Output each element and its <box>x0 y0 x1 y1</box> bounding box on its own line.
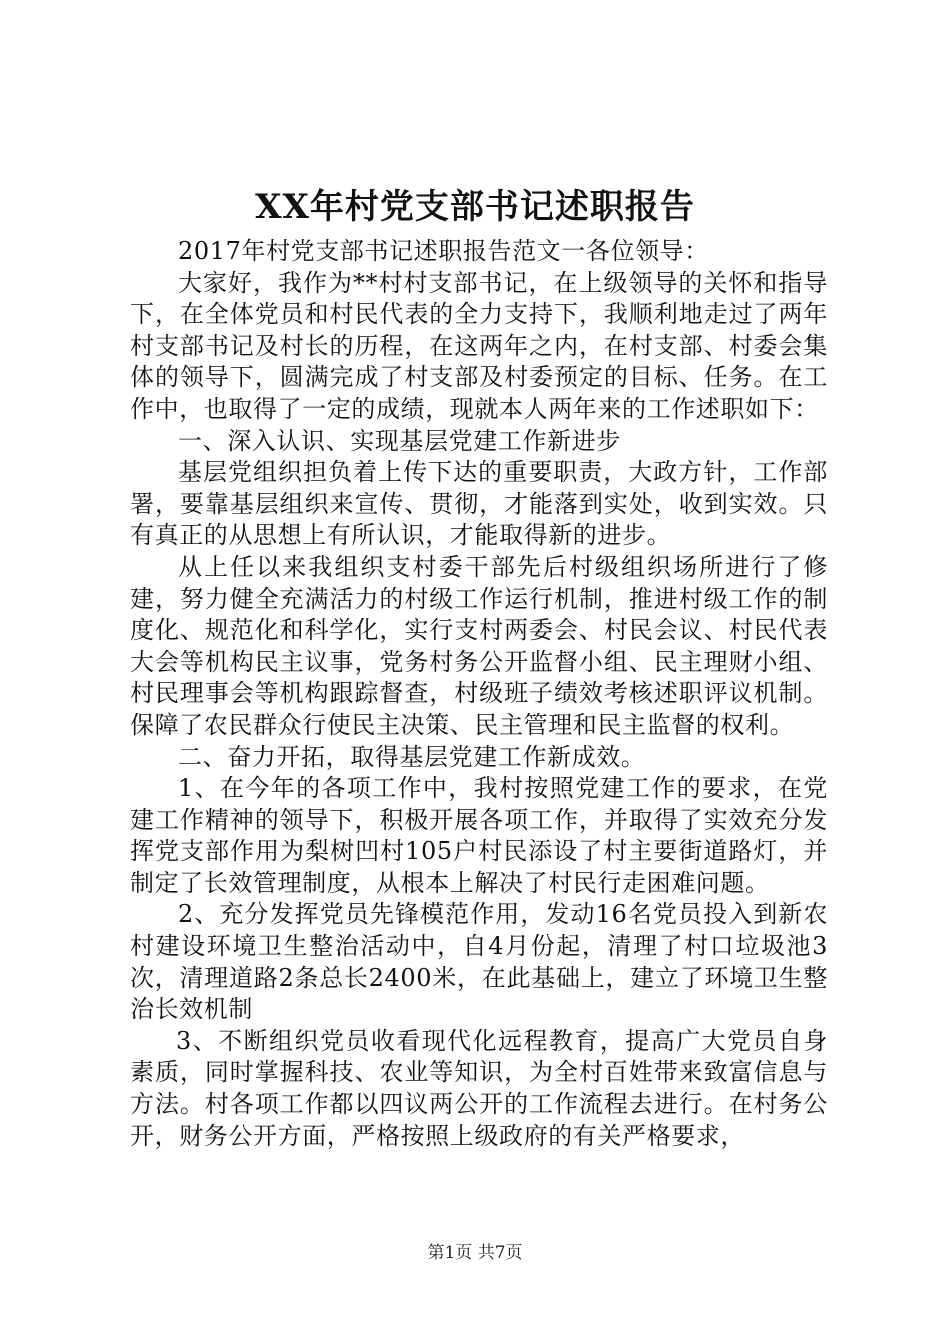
section-heading-1: 一、深入认识、实现基层党建工作新进步 <box>178 426 621 455</box>
document-title: XX年村党支部书记述职报告 <box>255 187 695 227</box>
list-item: 3、不断组织党员收看现代化远程教育，提高广大党员自身素质，同时掌握科技、农业等知识，为全村百姓带来致富信息与方法。村各项工作都以四议两公开的工作流程去进行。在村务公开，财务公开方面，严格按照上级政府的有关严格要求， <box>130 1026 828 1150</box>
section-heading-2: 二、奋力开拓，取得基层党建工作新成效。 <box>178 742 646 771</box>
opening-paragraph: 2017年村党支部书记述职报告范文一各位领导： <box>178 237 709 265</box>
page-number-footer: 第1页 共7页 <box>427 1243 523 1263</box>
body-paragraph: 基层党组织担负着上传下达的重要职责，大政方针，工作部署，要靠基层组织来宣传、贯彻，才能落到实处，收到实效。只有真正的从思想上有所认识，才能取得新的进步。 <box>130 458 828 550</box>
list-item: 2、充分发挥党员先锋模范作用，发动16名党员投入到新农村建设环境卫生整治活动中，自4月份起，清理了村口垃圾池3次，清理道路2条总长2400米，在此基础上，建立了环境卫生整治长效机制 <box>130 900 828 1024</box>
greeting-paragraph: 大家好，我作为**村村支部书记，在上级领导的关怀和指导下，在全体党员和村民代表的全力支持下，我顺利地走过了两年村支部书记及村长的历程，在这两年之内，在村支部、村委会集体的领导下，圆满完成了村支部及村委预定的目标、任务。在工作中，也取得了一定的成绩，现就本人两年来的工作述职如下： <box>130 268 828 423</box>
document-body <box>130 236 828 1152</box>
body-paragraph: 从上任以来我组织支村委干部先后村级组织场所进行了修建，努力健全充满活力的村级工作运行机制，推进村级工作的制度化、规范化和科学化，实行支村两委会、村民会议、村民代表大会等机构民主议事，党务村务公开监督小组、民主理财小组、村民理事会等机构跟踪督查，村级班子绩效考核述职评议机制。保障了农民群众行使民主决策、民主管理和民主监督的权利。 <box>130 552 828 739</box>
list-item: 1、在今年的各项工作中，我村按照党建工作的要求，在党建工作精神的领导下，积极开展各项工作，并取得了实效充分发挥党支部作用为梨树凹村105户村民添设了村主要街道路灯，并制定了长效管理制度，从根本上解决了村民行走困难问题。 <box>130 774 828 897</box>
